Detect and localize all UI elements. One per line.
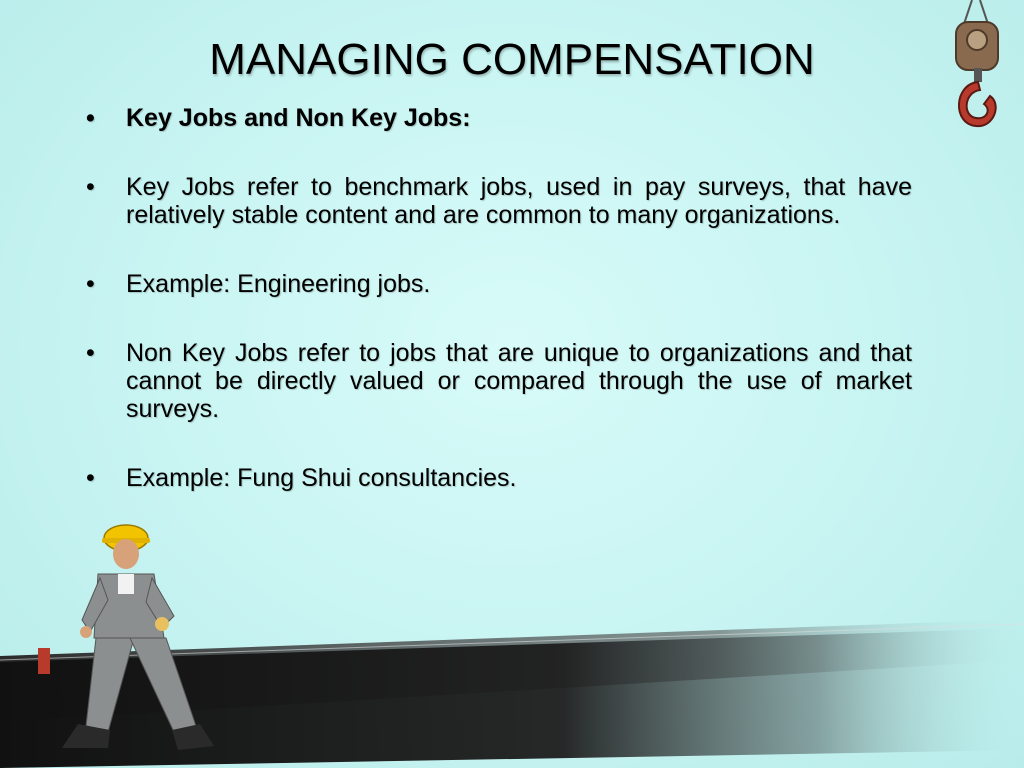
bullet-non-key-jobs	[86, 339, 912, 423]
bullet-heading	[86, 104, 912, 132]
bullet-list	[86, 104, 912, 492]
bullet-marker: •	[86, 339, 95, 367]
bullet-marker: •	[86, 104, 95, 132]
bullet-text: Key Jobs refer to benchmark jobs, used in pay surveys, that have relatively stable content and are common to many organizations.	[126, 173, 912, 229]
bullet-key-jobs	[86, 173, 912, 229]
bullet-marker: •	[86, 270, 95, 298]
slide-title: MANAGING COMPENSATION	[209, 35, 815, 84]
bullet-text: Key Jobs and Non Key Jobs:	[126, 104, 471, 132]
bullet-example-engineering	[86, 270, 912, 298]
construction-worker	[38, 520, 228, 760]
bullet-example-fung-shui	[86, 464, 912, 492]
bullet-text: Example: Engineering jobs.	[126, 270, 431, 298]
bullet-marker: •	[86, 173, 95, 201]
bullet-marker: •	[86, 464, 95, 492]
bullet-text: Non Key Jobs refer to jobs that are unique to organizations and that cannot be directly valued or compared through the use of market surveys.	[126, 339, 912, 423]
bullet-text: Example: Fung Shui consultancies.	[126, 464, 517, 492]
